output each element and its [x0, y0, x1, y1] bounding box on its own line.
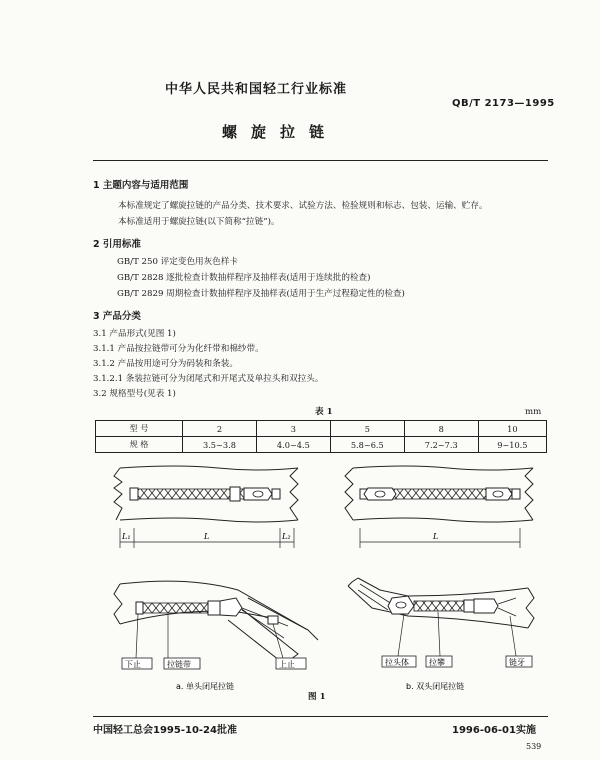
clause-item: 3.1.1 产品按拉链带可分为化纤带和棉纱带。 [93, 344, 264, 354]
zipper-double-open [348, 578, 534, 656]
figure-drawing [108, 458, 548, 698]
clause-item: 3.1.2 产品按用途可分为码装和条装。 [93, 359, 238, 369]
dim-l-label: L [204, 532, 210, 541]
caption-b: b. 双头闭尾拉链 [406, 682, 465, 691]
dim-l2-label: L₂ [282, 532, 291, 541]
document-title: 螺旋拉链 [222, 123, 339, 141]
table-caption: 表 1 [315, 407, 333, 417]
zipper-double-flat [345, 466, 533, 548]
label-lower-stop: 下止 [125, 660, 141, 669]
clause-item: 3.1.2.1 条装拉链可分为闭尾式和开尾式及单拉头和双拉头。 [93, 374, 324, 384]
reference-item: GB/T 250 评定变色用灰色样卡 [117, 257, 239, 267]
table-row [96, 421, 547, 437]
row-label-spec: 规 格 [96, 437, 183, 453]
label-teeth: 链牙 [509, 658, 525, 667]
table-cell: 5 [330, 421, 404, 437]
table-cell: 8 [404, 421, 478, 437]
approval-date: 中国轻工总会1995-10-24批准 [93, 725, 237, 736]
standard-number: QB/T 2173—1995 [452, 98, 555, 109]
label-tape: 拉链带 [167, 660, 191, 669]
label-slider-body: 拉头体 [385, 658, 409, 667]
table-cell: 7.2~7.3 [404, 437, 478, 453]
section-1-paragraph-2: 本标准适用于螺旋拉链(以下简称“拉链”)。 [118, 217, 280, 227]
section-1-heading: 1 主题内容与适用范围 [93, 180, 189, 191]
clause-item: 3.2 规格型号(见表 1) [93, 389, 176, 399]
clause-item: 3.1 产品形式(见图 1) [93, 329, 176, 339]
effective-date: 1996-06-01实施 [452, 725, 536, 736]
table-cell: 10 [478, 421, 546, 437]
table-cell: 5.8~6.5 [330, 437, 404, 453]
section-2-heading: 2 引用标准 [93, 239, 141, 250]
reference-item: GB/T 2829 周期检查计数抽样程序及抽样表(适用于生产过程稳定性的检查) [117, 289, 405, 299]
reference-item: GB/T 2828 逐批检查计数抽样程序及抽样表(适用于连续批的检查) [117, 273, 371, 283]
spec-table [95, 420, 547, 453]
page-number: 539 [526, 742, 542, 751]
section-1-paragraph-1: 本标准规定了螺旋拉链的产品分类、技术要求、试验方法、检验规则和标志、包装、运输、贮存。 [118, 201, 488, 211]
issuing-body-title: 中华人民共和国轻工行业标准 [165, 82, 348, 97]
dim-l1-label: L₁ [122, 532, 131, 541]
caption-a: a. 单头闭尾拉链 [176, 682, 234, 691]
table-unit: mm [525, 407, 542, 417]
table-cell: 4.0~4.5 [256, 437, 330, 453]
header-rule [93, 160, 548, 161]
label-upper-stop: 上止 [279, 660, 295, 669]
zipper-single-open [114, 581, 318, 664]
table-cell: 3 [256, 421, 330, 437]
dim-l-label-2: L [433, 532, 439, 541]
table-cell: 9~10.5 [478, 437, 546, 453]
footer-rule [93, 716, 548, 717]
figure-number: 图 1 [308, 692, 326, 702]
label-pull-tab: 拉攀 [429, 658, 445, 667]
section-3-heading: 3 产品分类 [93, 311, 141, 322]
figure-1 [108, 458, 548, 698]
table-row [96, 437, 547, 453]
table-cell: 3.5~3.8 [183, 437, 257, 453]
row-label-model: 型 号 [96, 421, 183, 437]
table-cell: 2 [183, 421, 257, 437]
